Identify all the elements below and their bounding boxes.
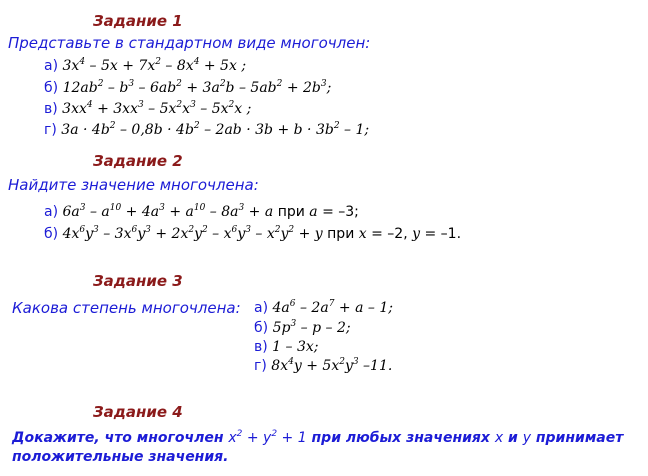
task-3-item-d (254, 358, 392, 374)
polynomial: $3a \cdot 4b^2 - 0,8b \cdot 4b^2 - 2ab \cdot 3b + b \cdot 3b^2 - 1$; (61, 121, 370, 138)
variable-x: x (494, 430, 504, 446)
statement-text: Докажите, что многочлен (12, 430, 229, 446)
item-letter: б) (44, 80, 59, 96)
task-1-instruction: Представьте в стандартном виде многочлен: (8, 34, 371, 52)
item-letter: б) (44, 226, 59, 242)
task-1-item-d (44, 122, 369, 138)
item-letter: г) (254, 358, 267, 374)
polynomial: $4x^6y^3 - 3x^6y^3 + 2x^2y^2 - x^6y^3 - x^2y^2 + y$ (62, 225, 323, 242)
task-1-title: Задание 1 (93, 12, 183, 30)
polynomial: $3xx^4 + 3xx^3 - 5x^2x^3 - 5x^2x$ ; (62, 100, 252, 117)
item-letter: в) (44, 101, 58, 117)
polynomial: $3x^4 - 5x + 7x^2 - 8x^4 + 5x$ ; (62, 57, 247, 74)
polynomial: $8x^4y + 5x^2y^3$ –11. (271, 357, 393, 374)
polynomial: 1 – 3x; (272, 339, 319, 355)
item-letter: в) (254, 339, 268, 355)
polynomial: $4a^6 - 2a^7 + a - 1$; (272, 299, 393, 316)
condition: при a = –3; (277, 204, 359, 220)
polynomial: $12ab^2 - b^3 - 6ab^2 + 3a^2b - 5ab^2 + 2b^3$; (62, 79, 332, 96)
polynomial: $6a^3 - a^{10} + 4a^3 + a^{10} - 8a^3 + a$ (62, 203, 274, 220)
task-2-title: Задание 2 (93, 152, 183, 170)
variable-y: y (522, 430, 531, 446)
expression: $x^2 + y^2 + 1$ (228, 429, 307, 446)
statement-text: при любых значениях (306, 430, 495, 446)
statement-text: принимает (530, 430, 624, 446)
statement-text: и (503, 430, 523, 446)
task-1-item-b (44, 80, 331, 96)
task-3-item-b (254, 320, 351, 336)
item-letter: а) (254, 300, 269, 316)
task-4-title: Задание 4 (93, 403, 183, 421)
task-2-instruction: Найдите значение многочлена: (8, 176, 259, 194)
task-3-instruction: Какова степень многочлена: (12, 299, 241, 317)
task-2-item-a (44, 204, 359, 220)
polynomial: $5p^3$ – p – 2; (272, 319, 351, 336)
task-1-item-c (44, 101, 251, 117)
task-3-title: Задание 3 (93, 272, 183, 290)
task-3-item-c (254, 339, 319, 355)
item-letter: а) (44, 58, 59, 74)
task-3-item-a (254, 300, 393, 316)
task-4-statement-line-1 (12, 430, 623, 446)
task-2-item-b (44, 226, 461, 242)
item-letter: б) (254, 320, 269, 336)
item-letter: а) (44, 204, 59, 220)
task-4-statement-line-2: положительные значения. (12, 449, 229, 465)
task-1-item-a (44, 58, 246, 74)
item-letter: г) (44, 122, 57, 138)
condition: при x = –2, y = –1. (327, 226, 462, 242)
